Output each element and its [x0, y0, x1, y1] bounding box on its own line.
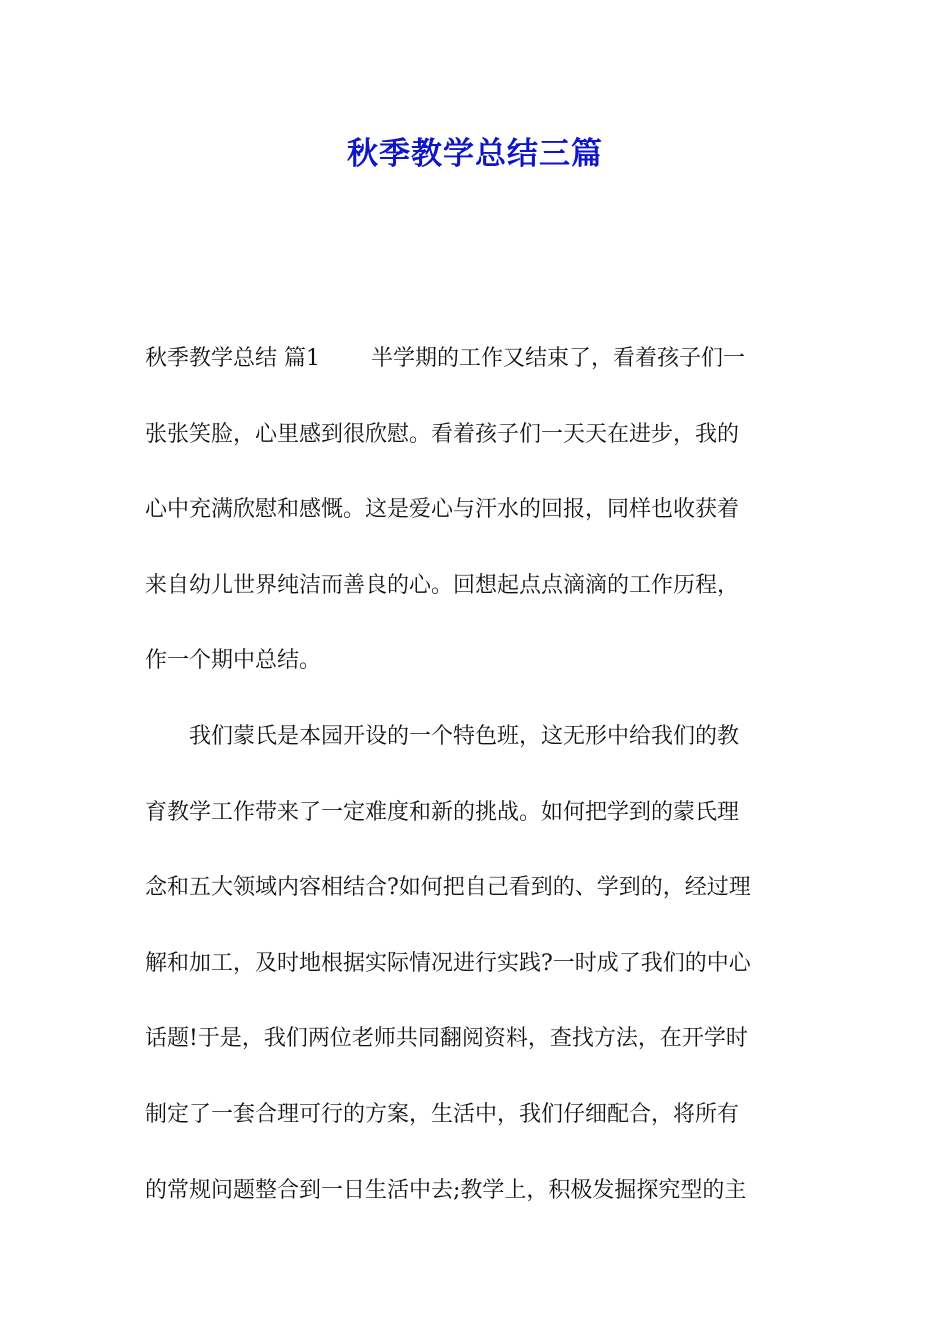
document-body [145, 334, 807, 1241]
body-line: 念和五大领域内容相结合?如何把自己看到的、学到的，经过理 [145, 875, 751, 901]
body-line: 话题!于是，我们两位老师共同翻阅资料，查找方法，在开学时 [145, 1026, 748, 1052]
body-line: 心中充满欣慰和感慨。这是爱心与汗水的回报，同样也收获着 [145, 497, 740, 523]
body-line: 制定了一套合理可行的方案，生活中，我们仔细配合，将所有 [145, 1101, 740, 1127]
body-line: 的常规问题整合到一日生活中去;教学上，积极发掘探究型的主 [145, 1177, 747, 1203]
body-line: 解和加工，及时地根据实际情况进行实践?一时成了我们的中心 [145, 950, 751, 976]
body-line: 张张笑脸，心里感到很欣慰。看着孩子们一天天在进步，我的 [145, 421, 740, 447]
body-line: 来自幼儿世界纯洁而善良的心。回想起点点滴滴的工作历程， [145, 572, 740, 598]
body-line: 作一个期中总结。 [145, 648, 322, 674]
body-line: 育教学工作带来了一定难度和新的挑战。如何把学到的蒙氏理 [145, 799, 740, 825]
body-line: 我们蒙氏是本园开设的一个特色班，这无形中给我们的教 [145, 723, 740, 749]
document-title: 秋季教学总结三篇 [347, 136, 603, 172]
body-line: 秋季教学总结 篇1 半学期的工作又结束了，看着孩子们一 [145, 346, 745, 371]
